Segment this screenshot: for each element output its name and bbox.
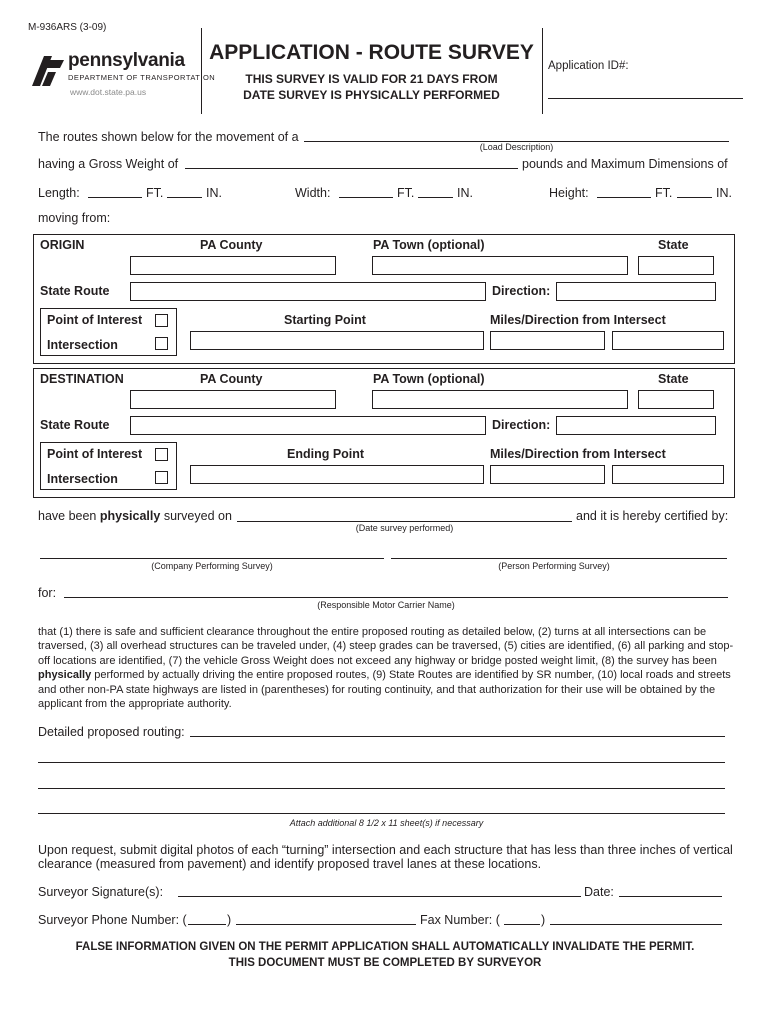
- certification-text-2: performed by actually driving the entire proposed routes, (9) State Routes are identified by SR number, (10) local roads and streets and other non-PA state highways are listed in (parentheses) for routing continuity, and that authorization for their use will be obtained by the applicant from the appropriate authority.: [38, 669, 731, 711]
- company-performing-field[interactable]: [40, 558, 384, 559]
- origin-town-label: PA Town (optional): [373, 238, 485, 252]
- destination-poi-label: Point of Interest: [47, 447, 143, 461]
- destination-state-label: State: [658, 372, 689, 386]
- routing-line-4[interactable]: [38, 813, 725, 814]
- signature-date-label: Date:: [584, 885, 614, 899]
- destination-direction-input[interactable]: [556, 416, 716, 435]
- starting-point-input[interactable]: [190, 331, 484, 350]
- destination-direction-from-intersect-input[interactable]: [612, 465, 724, 484]
- origin-state-route-input[interactable]: [130, 282, 486, 301]
- origin-direction-from-intersect-input[interactable]: [612, 331, 724, 350]
- application-id-field[interactable]: [548, 98, 743, 99]
- photos-line-2: clearance (measured from pavement) and identify proposed travel lanes at these locations.: [38, 857, 542, 871]
- header-divider-right: [542, 28, 543, 114]
- origin-poi-checkbox[interactable]: [155, 314, 168, 327]
- destination-town-label: PA Town (optional): [373, 372, 485, 386]
- height-label: Height:: [549, 186, 589, 200]
- person-performing-caption: (Person Performing Survey): [498, 561, 610, 571]
- gross-weight-field[interactable]: [185, 168, 518, 169]
- surveyor-signature-label: Surveyor Signature(s):: [38, 885, 164, 899]
- origin-state-route-label: State Route: [40, 284, 110, 298]
- pounds-label: pounds and Maximum Dimensions of: [522, 157, 728, 171]
- ending-point-label: Ending Point: [287, 447, 365, 461]
- destination-intersection-label: Intersection: [47, 472, 118, 486]
- certification-bold-physically: physically: [38, 669, 92, 682]
- destination-direction-label: Direction:: [492, 418, 551, 432]
- routing-line-1[interactable]: [190, 736, 725, 737]
- validity-line-2: DATE SURVEY IS PHYSICALLY PERFORMED: [243, 88, 500, 102]
- height-in-field[interactable]: [677, 197, 712, 198]
- length-ft-unit: FT.: [146, 186, 164, 200]
- validity-line-1: THIS SURVEY IS VALID FOR 21 DAYS FROM: [245, 72, 498, 86]
- for-label: for:: [38, 586, 57, 600]
- length-in-unit: IN.: [206, 186, 222, 200]
- fax-number-field[interactable]: [550, 924, 722, 925]
- gross-weight-label: having a Gross Weight of: [38, 157, 179, 171]
- width-label: Width:: [295, 186, 331, 200]
- height-ft-field[interactable]: [597, 197, 651, 198]
- height-ft-unit: FT.: [655, 186, 673, 200]
- signature-date-field[interactable]: [619, 896, 722, 897]
- fax-paren-close: ): [541, 913, 546, 927]
- moving-from-label: moving from:: [38, 211, 111, 225]
- origin-miles-input[interactable]: [490, 331, 605, 350]
- form-number: M-936ARS (3-09): [28, 22, 107, 33]
- destination-county-label: PA County: [200, 372, 263, 386]
- physically-text: physically: [99, 509, 161, 523]
- origin-title: ORIGIN: [40, 238, 85, 252]
- company-performing-caption: (Company Performing Survey): [151, 561, 273, 571]
- length-label: Length:: [38, 186, 80, 200]
- website: www.dot.state.pa.us: [70, 87, 147, 97]
- destination-miles-label: Miles/Direction from Intersect: [490, 447, 666, 461]
- fax-area-code-field[interactable]: [504, 924, 540, 925]
- length-ft-field[interactable]: [88, 197, 142, 198]
- origin-intersection-label: Intersection: [47, 338, 118, 352]
- photos-line-1: Upon request, submit digital photos of each “turning” intersection and each structure that has less than three inches of vertical: [38, 843, 733, 857]
- destination-town-input[interactable]: [372, 390, 628, 409]
- routing-label: Detailed proposed routing:: [38, 725, 185, 739]
- survey-date-field[interactable]: [237, 521, 572, 522]
- load-description-caption: (Load Description): [479, 142, 554, 152]
- destination-state-input[interactable]: [638, 390, 714, 409]
- routing-line-2[interactable]: [38, 762, 725, 763]
- brand-name: pennsylvania: [68, 50, 185, 71]
- department-name: DEPARTMENT OF TRANSPORTATION: [68, 73, 216, 82]
- surveyor-signature-field[interactable]: [178, 896, 581, 897]
- origin-state-input[interactable]: [638, 256, 714, 275]
- attach-note: Attach additional 8 1/2 x 11 sheet(s) if necessary: [289, 818, 484, 828]
- destination-miles-input[interactable]: [490, 465, 605, 484]
- ending-point-input[interactable]: [190, 465, 484, 484]
- destination-state-route-input[interactable]: [130, 416, 486, 435]
- phone-area-code-field[interactable]: [188, 924, 226, 925]
- surveyor-completion-notice: THIS DOCUMENT MUST BE COMPLETED BY SURVEYOR: [228, 957, 542, 969]
- surveyed-on-statement: [38, 509, 232, 523]
- certification-paragraph: [38, 625, 740, 711]
- length-in-field[interactable]: [167, 197, 202, 198]
- starting-point-label: Starting Point: [284, 313, 366, 327]
- width-ft-unit: FT.: [397, 186, 415, 200]
- origin-county-input[interactable]: [130, 256, 336, 275]
- have-been-text: have been: [38, 509, 97, 523]
- destination-title: DESTINATION: [40, 372, 124, 386]
- origin-county-label: PA County: [200, 238, 263, 252]
- width-in-unit: IN.: [457, 186, 473, 200]
- form-title: APPLICATION - ROUTE SURVEY: [209, 41, 534, 64]
- destination-county-input[interactable]: [130, 390, 336, 409]
- height-in-unit: IN.: [716, 186, 732, 200]
- motor-carrier-caption: (Responsible Motor Carrier Name): [317, 600, 455, 610]
- person-performing-field[interactable]: [391, 558, 727, 559]
- destination-poi-checkbox[interactable]: [155, 448, 168, 461]
- surveyed-on-text: surveyed on: [163, 509, 232, 523]
- origin-miles-label: Miles/Direction from Intersect: [490, 313, 666, 327]
- width-in-field[interactable]: [418, 197, 453, 198]
- application-id-label: Application ID#:: [548, 60, 629, 72]
- origin-state-label: State: [658, 238, 689, 252]
- fax-label: Fax Number: (: [420, 913, 500, 927]
- destination-intersection-checkbox[interactable]: [155, 471, 168, 484]
- certified-by-label: and it is hereby certified by:: [576, 509, 729, 523]
- origin-direction-label: Direction:: [492, 284, 551, 298]
- survey-date-caption: (Date survey performed): [355, 523, 454, 533]
- penndot-logo-icon: [30, 52, 66, 88]
- origin-direction-input[interactable]: [556, 282, 716, 301]
- phone-number-field[interactable]: [236, 924, 416, 925]
- phone-paren-close: ): [227, 913, 232, 927]
- routes-label: The routes shown below for the movement of a: [38, 130, 299, 144]
- origin-intersection-checkbox[interactable]: [155, 337, 168, 350]
- origin-town-input[interactable]: [372, 256, 628, 275]
- origin-poi-label: Point of Interest: [47, 313, 143, 327]
- surveyor-phone-label: Surveyor Phone Number: (: [38, 913, 187, 927]
- motor-carrier-field[interactable]: [64, 597, 728, 598]
- false-information-warning: FALSE INFORMATION GIVEN ON THE PERMIT APPLICATION SHALL AUTOMATICALLY INVALIDATE THE PERMIT.: [75, 941, 695, 953]
- certification-text-1: that (1) there is safe and sufficient clearance throughout the entire proposed routing as detailed below, (2) turns at all intersections can be traversed, (3) all overhead structures can be traveled under, (4) steep grades can be traversed, (5) cities are identified, (6) all parking and stop-off locations are identified, (7) the vehicle Gross Weight does not exceed any highway or bridge posted weight limit, (8) the survey has been: [38, 626, 734, 667]
- destination-state-route-label: State Route: [40, 418, 110, 432]
- width-ft-field[interactable]: [339, 197, 393, 198]
- routing-line-3[interactable]: [38, 788, 725, 789]
